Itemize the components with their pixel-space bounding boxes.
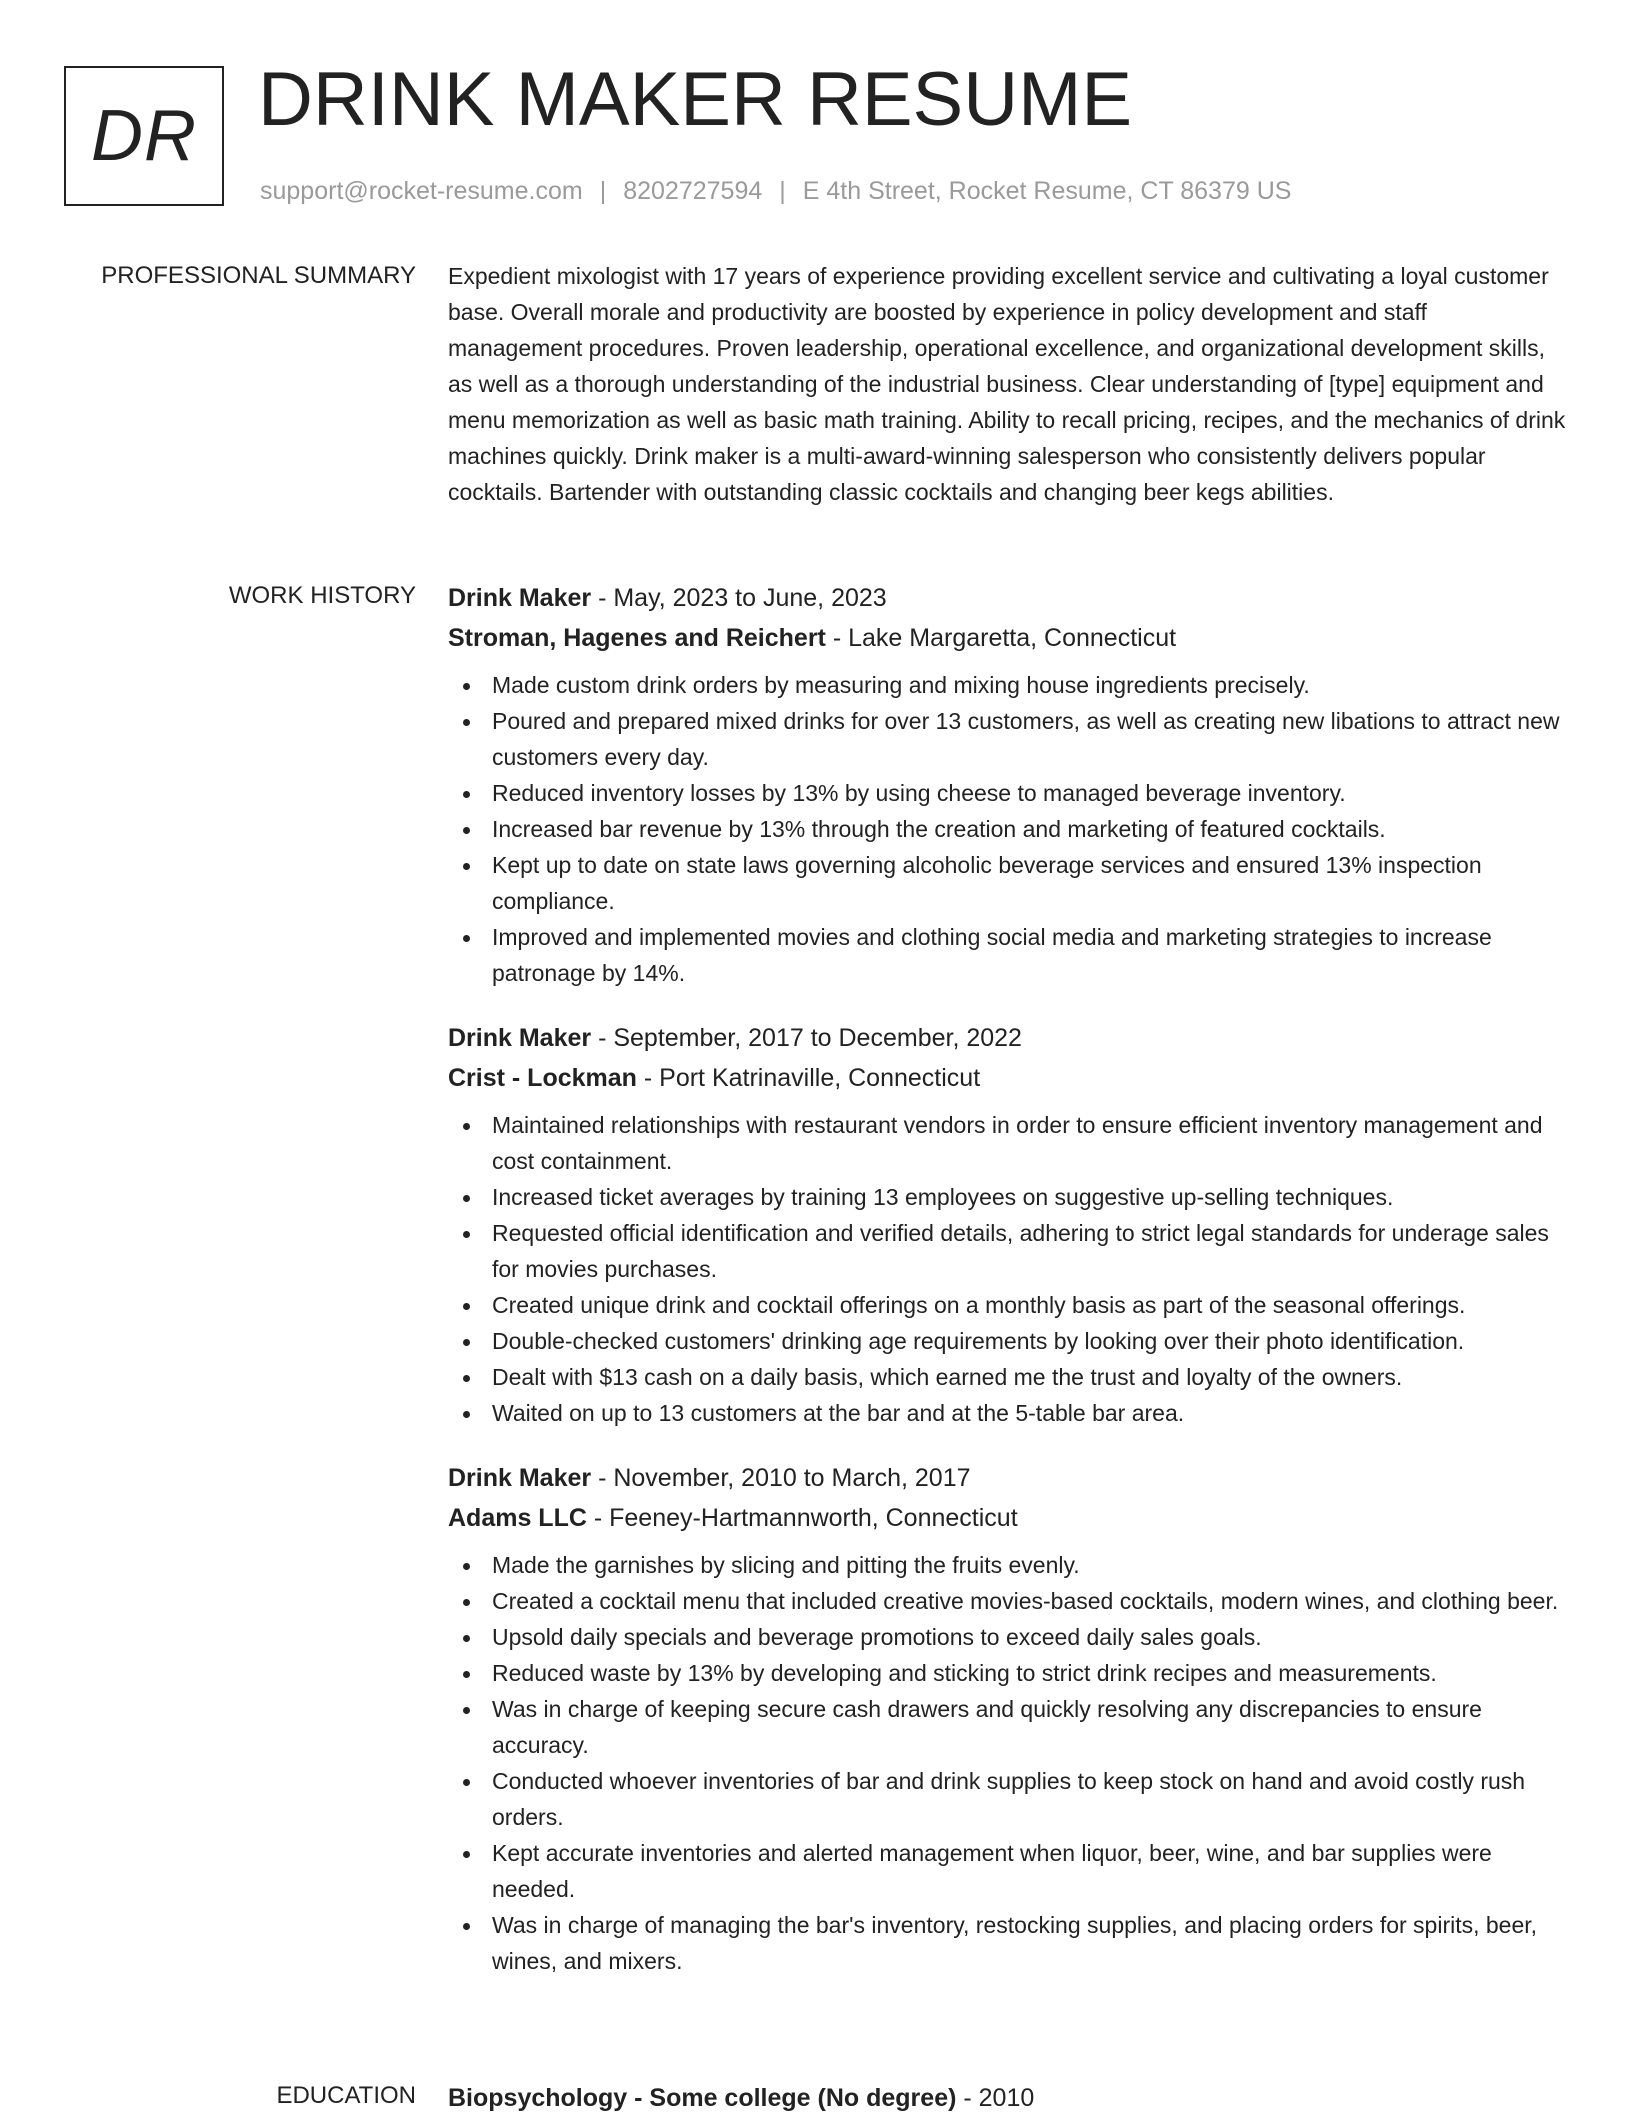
education-entry <box>448 2078 1566 2118</box>
job-entry <box>448 578 1566 991</box>
job-title-line <box>448 1458 1566 1498</box>
job-bullet: Requested official identification and verified details, adhering to strict legal standards for underage sales for movies purchases. <box>448 1215 1566 1287</box>
job-bullet: Increased ticket averages by training 13 employees on suggestive up-selling techniques. <box>448 1179 1566 1215</box>
job-dates: - May, 2023 to June, 2023 <box>591 584 887 612</box>
job-bullet: Created a cocktail menu that included creative movies-based cocktails, modern wines, and clothing beer. <box>448 1583 1566 1619</box>
job-location: - Port Katrinaville, Connecticut <box>636 1064 981 1092</box>
work-history-body <box>448 578 1566 2006</box>
job-bullet: Was in charge of managing the bar's inventory, restocking supplies, and placing orders for spirits, beer, wines, and mixers. <box>448 1907 1566 1979</box>
job-bullet: Created unique drink and cocktail offerings on a monthly basis as part of the seasonal offerings. <box>448 1287 1566 1323</box>
contact-phone[interactable]: 8202727594 <box>623 177 763 205</box>
job-bullet: Waited on up to 13 customers at the bar and at the 5-table bar area. <box>448 1395 1566 1431</box>
job-title: Drink Maker <box>448 1024 592 1052</box>
job-employer-line <box>448 1058 1566 1098</box>
job-bullet: Increased bar revenue by 13% through the creation and marketing of featured cocktails. <box>448 811 1566 847</box>
job-bullet: Improved and implemented movies and clothing social media and marketing strategies to increase patronage by 14%. <box>448 919 1566 991</box>
resume-title: DRINK MAKER RESUME <box>258 57 1133 142</box>
monogram-badge <box>64 66 224 206</box>
job-employer: Crist - Lockman <box>448 1064 637 1092</box>
contact-email[interactable]: support@rocket-resume.com <box>260 177 583 205</box>
job-location: - Lake Margaretta, Connecticut <box>825 624 1177 652</box>
job-entry <box>448 1458 1566 1979</box>
job-bullet: Poured and prepared mixed drinks for over 13 customers, as well as creating new libations to attract new customers every day. <box>448 703 1566 775</box>
contact-address: E 4th Street, Rocket Resume, CT 86379 US <box>802 177 1292 205</box>
job-employer-line <box>448 618 1566 658</box>
job-title-line <box>448 1018 1566 1058</box>
job-bullet: Made the garnishes by slicing and pitting the fruits evenly. <box>448 1547 1566 1583</box>
job-employer: Adams LLC <box>448 1504 587 1532</box>
job-entry <box>448 1018 1566 1431</box>
education-heading: EDUCATION <box>276 2082 416 2109</box>
job-location: - Feeney-Hartmannworth, Connecticut <box>586 1504 1018 1532</box>
job-dates: - November, 2010 to March, 2017 <box>591 1464 971 1492</box>
contact-separator: | <box>599 177 607 205</box>
job-dates: - September, 2017 to December, 2022 <box>591 1024 1022 1052</box>
job-bullet: Reduced inventory losses by 13% by using cheese to managed beverage inventory. <box>448 775 1566 811</box>
education-body <box>448 2078 1566 2118</box>
job-employer: Stroman, Hagenes and Reichert <box>448 624 826 652</box>
summary-heading: PROFESSIONAL SUMMARY <box>101 262 416 289</box>
summary-body <box>448 258 1566 510</box>
job-bullet-list <box>448 1547 1566 1979</box>
job-bullet: Maintained relationships with restaurant vendors in order to ensure efficient inventory management and cost containment. <box>448 1107 1566 1179</box>
job-bullet: Conducted whoever inventories of bar and drink supplies to keep stock on hand and avoid costly rush orders. <box>448 1763 1566 1835</box>
contact-line <box>260 174 1291 208</box>
job-bullet: Kept accurate inventories and alerted management when liquor, beer, wine, and bar supplies were needed. <box>448 1835 1566 1907</box>
job-bullet: Upsold daily specials and beverage promotions to exceed daily sales goals. <box>448 1619 1566 1655</box>
job-bullet: Reduced waste by 13% by developing and sticking to strict drink recipes and measurements. <box>448 1655 1566 1691</box>
job-bullet-list <box>448 667 1566 991</box>
job-title: Drink Maker <box>448 1464 592 1492</box>
job-bullet: Dealt with $13 cash on a daily basis, which earned me the trust and loyalty of the owners. <box>448 1359 1566 1395</box>
job-bullet-list <box>448 1107 1566 1431</box>
monogram-initials: DR <box>91 96 197 176</box>
work-history-heading: WORK HISTORY <box>228 582 416 609</box>
education-degree: Biopsychology - Some college (No degree) <box>448 2084 957 2112</box>
contact-separator: | <box>779 177 786 205</box>
job-bullet: Was in charge of keeping secure cash drawers and quickly resolving any discrepancies to ensure accuracy. <box>448 1691 1566 1763</box>
education-year: - 2010 <box>956 2084 1035 2112</box>
job-bullet: Kept up to date on state laws governing alcoholic beverage services and ensured 13% inspection compliance. <box>448 847 1566 919</box>
summary-text: Expedient mixologist with 17 years of experience providing excellent service and cultivating a loyal customer base. Overall morale and productivity are boosted by experience in policy development and staff management procedures. Proven leadership, operational excellence, and organizational development skills, as well as a thorough understanding of the industrial business. Clear understanding of [type] equipment and menu memorization as well as basic math training. Ability to recall pricing, recipes, and the mechanics of drink machines quickly. Drink maker is a multi-award-winning salesperson who consistently delivers popular cocktails. Bartender with outstanding classic cocktails and changing beer kegs abilities. <box>448 263 1566 505</box>
job-title-line <box>448 578 1566 618</box>
job-bullet: Made custom drink orders by measuring and mixing house ingredients precisely. <box>448 667 1566 703</box>
job-employer-line <box>448 1498 1566 1538</box>
job-bullet: Double-checked customers' drinking age requirements by looking over their photo identification. <box>448 1323 1566 1359</box>
job-title: Drink Maker <box>448 584 592 612</box>
